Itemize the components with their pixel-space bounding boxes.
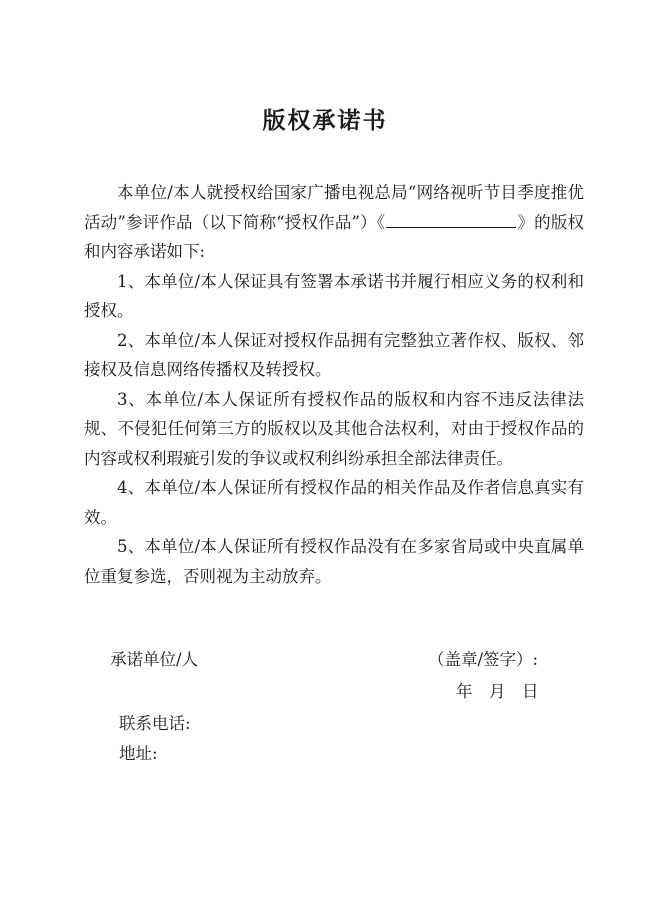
intro-paragraph bbox=[84, 178, 584, 267]
clause-1: 1、本单位/本人保证具有签署本承诺书并履行相应义务的权利和授权。 bbox=[84, 271, 584, 320]
intro-text-part2: 》的版权和内容承诺如下: bbox=[84, 212, 585, 261]
work-title-blank bbox=[386, 211, 516, 228]
clause-2: 2、本单位/本人保证对授权作品拥有完整独立著作权、版权、邻接权及信息网络传播权及转授权。 bbox=[84, 330, 584, 379]
clause-4: 4、本单位/本人保证所有授权作品的相关作品及作者信息真实有效。 bbox=[84, 478, 584, 527]
document-body bbox=[84, 178, 584, 591]
clause-3: 3、本单位/本人保证所有授权作品的版权和内容不违反法律法规、不侵犯任何第三方的版权以及其他合法权利，对由于授权作品的内容或权利瑕疵引发的争议或权利纠纷承担全部法律责任。 bbox=[84, 389, 584, 468]
seal-signature-label: （盖章/签字）: bbox=[428, 650, 539, 669]
date-label: 年 月 日 bbox=[456, 682, 539, 701]
address-label: 地址: bbox=[119, 744, 158, 763]
document-title: 版权承诺书 bbox=[262, 107, 388, 134]
intro-text-part1: 本单位/本人就授权给国家广播电视总局“网络视听节目季度推优活动”参评作品（以下简称“授权作品”）《 bbox=[84, 183, 584, 232]
contact-phone-label: 联系电话: bbox=[119, 714, 191, 733]
clause-5: 5、本单位/本人保证所有授权作品没有在多家省局或中央直属单位重复参选，否则视为主动放弃。 bbox=[84, 537, 584, 586]
promisor-label: 承诺单位/人 bbox=[110, 650, 199, 669]
